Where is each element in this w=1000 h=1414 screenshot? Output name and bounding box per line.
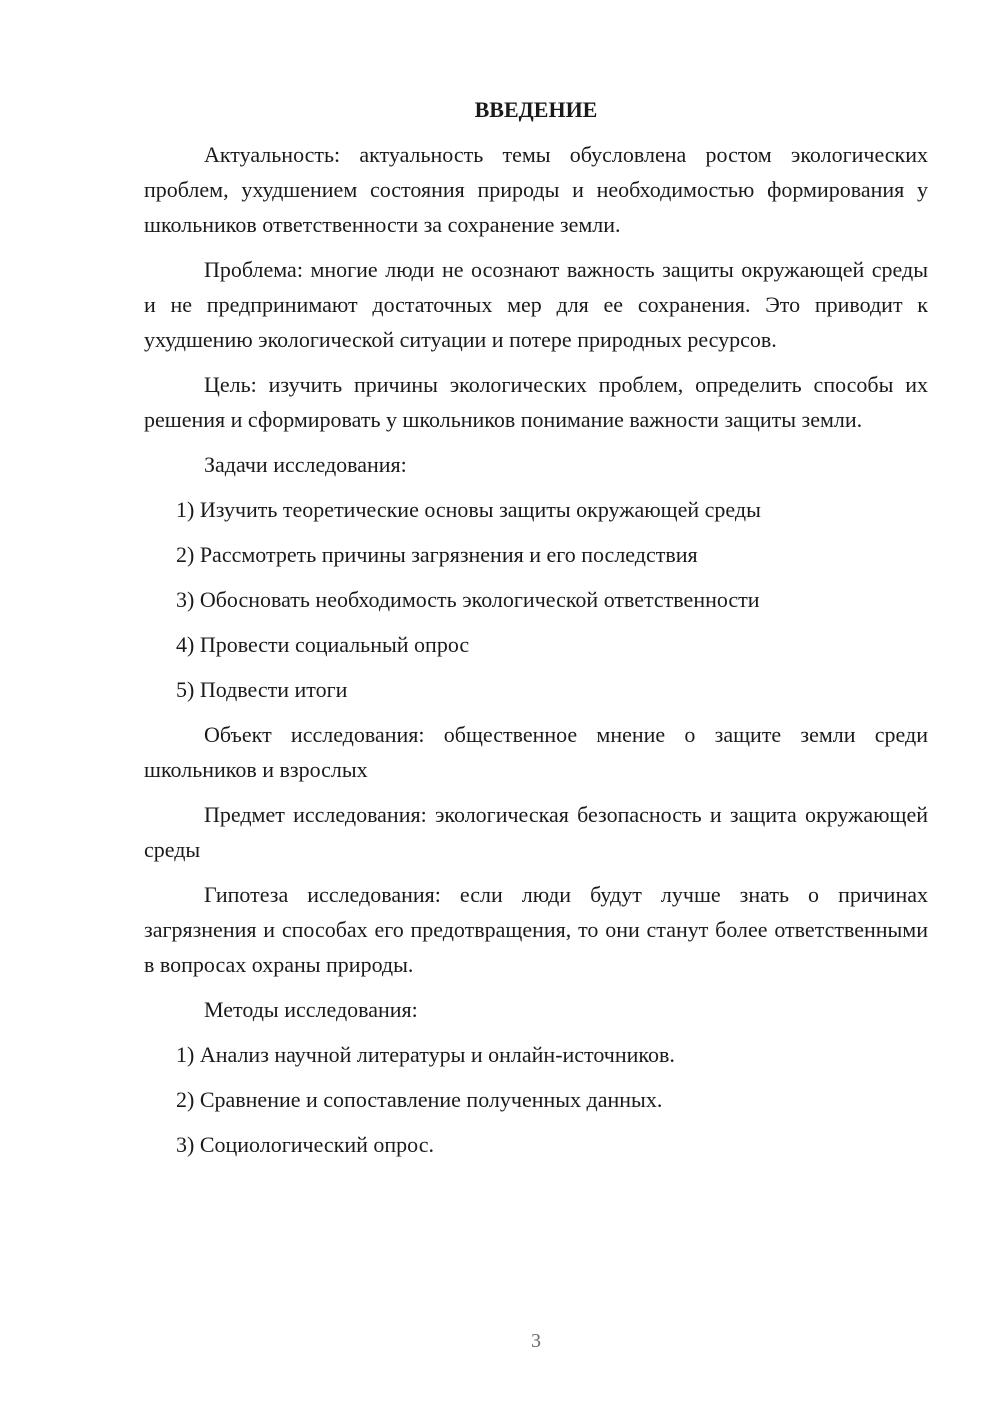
problem-paragraph: Проблема: многие люди не осознают важность защиты окружающей среды и не предпринимают достаточных мер для ее сохранения. Это приводит к ухудшению экологической ситуации и потере природных ресурсов. <box>144 257 928 352</box>
task-item: 2) Рассмотреть причины загрязнения и его последствия <box>176 542 698 567</box>
document-title: ВВЕДЕНИЕ <box>474 97 598 122</box>
object-paragraph: Объект исследования: общественное мнение о защите земли среди школьников и взрослых <box>144 722 928 782</box>
task-item: 1) Изучить теоретические основы защиты окружающей среды <box>176 497 761 522</box>
task-item: 4) Провести социальный опрос <box>176 632 470 657</box>
relevance-paragraph: Актуальность: актуальность темы обусловлена ростом экологических проблем, ухудшением состояния природы и необходимостью формирования у школьников ответственности за сохранение земли. <box>144 142 928 237</box>
method-item: 1) Анализ научной литературы и онлайн-источников. <box>176 1042 675 1067</box>
tasks-heading: Задачи исследования: <box>204 452 407 477</box>
methods-heading: Методы исследования: <box>204 997 418 1022</box>
method-item: 2) Сравнение и сопоставление полученных данных. <box>176 1087 663 1112</box>
task-item: 3) Обосновать необходимость экологической ответственности <box>176 587 760 612</box>
page-number: 3 <box>531 1330 541 1352</box>
method-item: 3) Социологический опрос. <box>176 1132 434 1157</box>
methods-list <box>144 1037 928 1162</box>
goal-paragraph: Цель: изучить причины экологических проблем, определить способы их решения и сформировать у школьников понимание важности защиты земли. <box>144 372 928 432</box>
tasks-list <box>144 492 928 707</box>
hypothesis-paragraph: Гипотеза исследования: если люди будут лучше знать о причинах загрязнения и способах его предотвращения, то они станут более ответственными в вопросах охраны природы. <box>144 882 928 977</box>
document-page <box>144 92 928 1172</box>
subject-paragraph: Предмет исследования: экологическая безопасность и защита окружающей среды <box>144 802 928 862</box>
task-item: 5) Подвести итоги <box>176 677 348 702</box>
